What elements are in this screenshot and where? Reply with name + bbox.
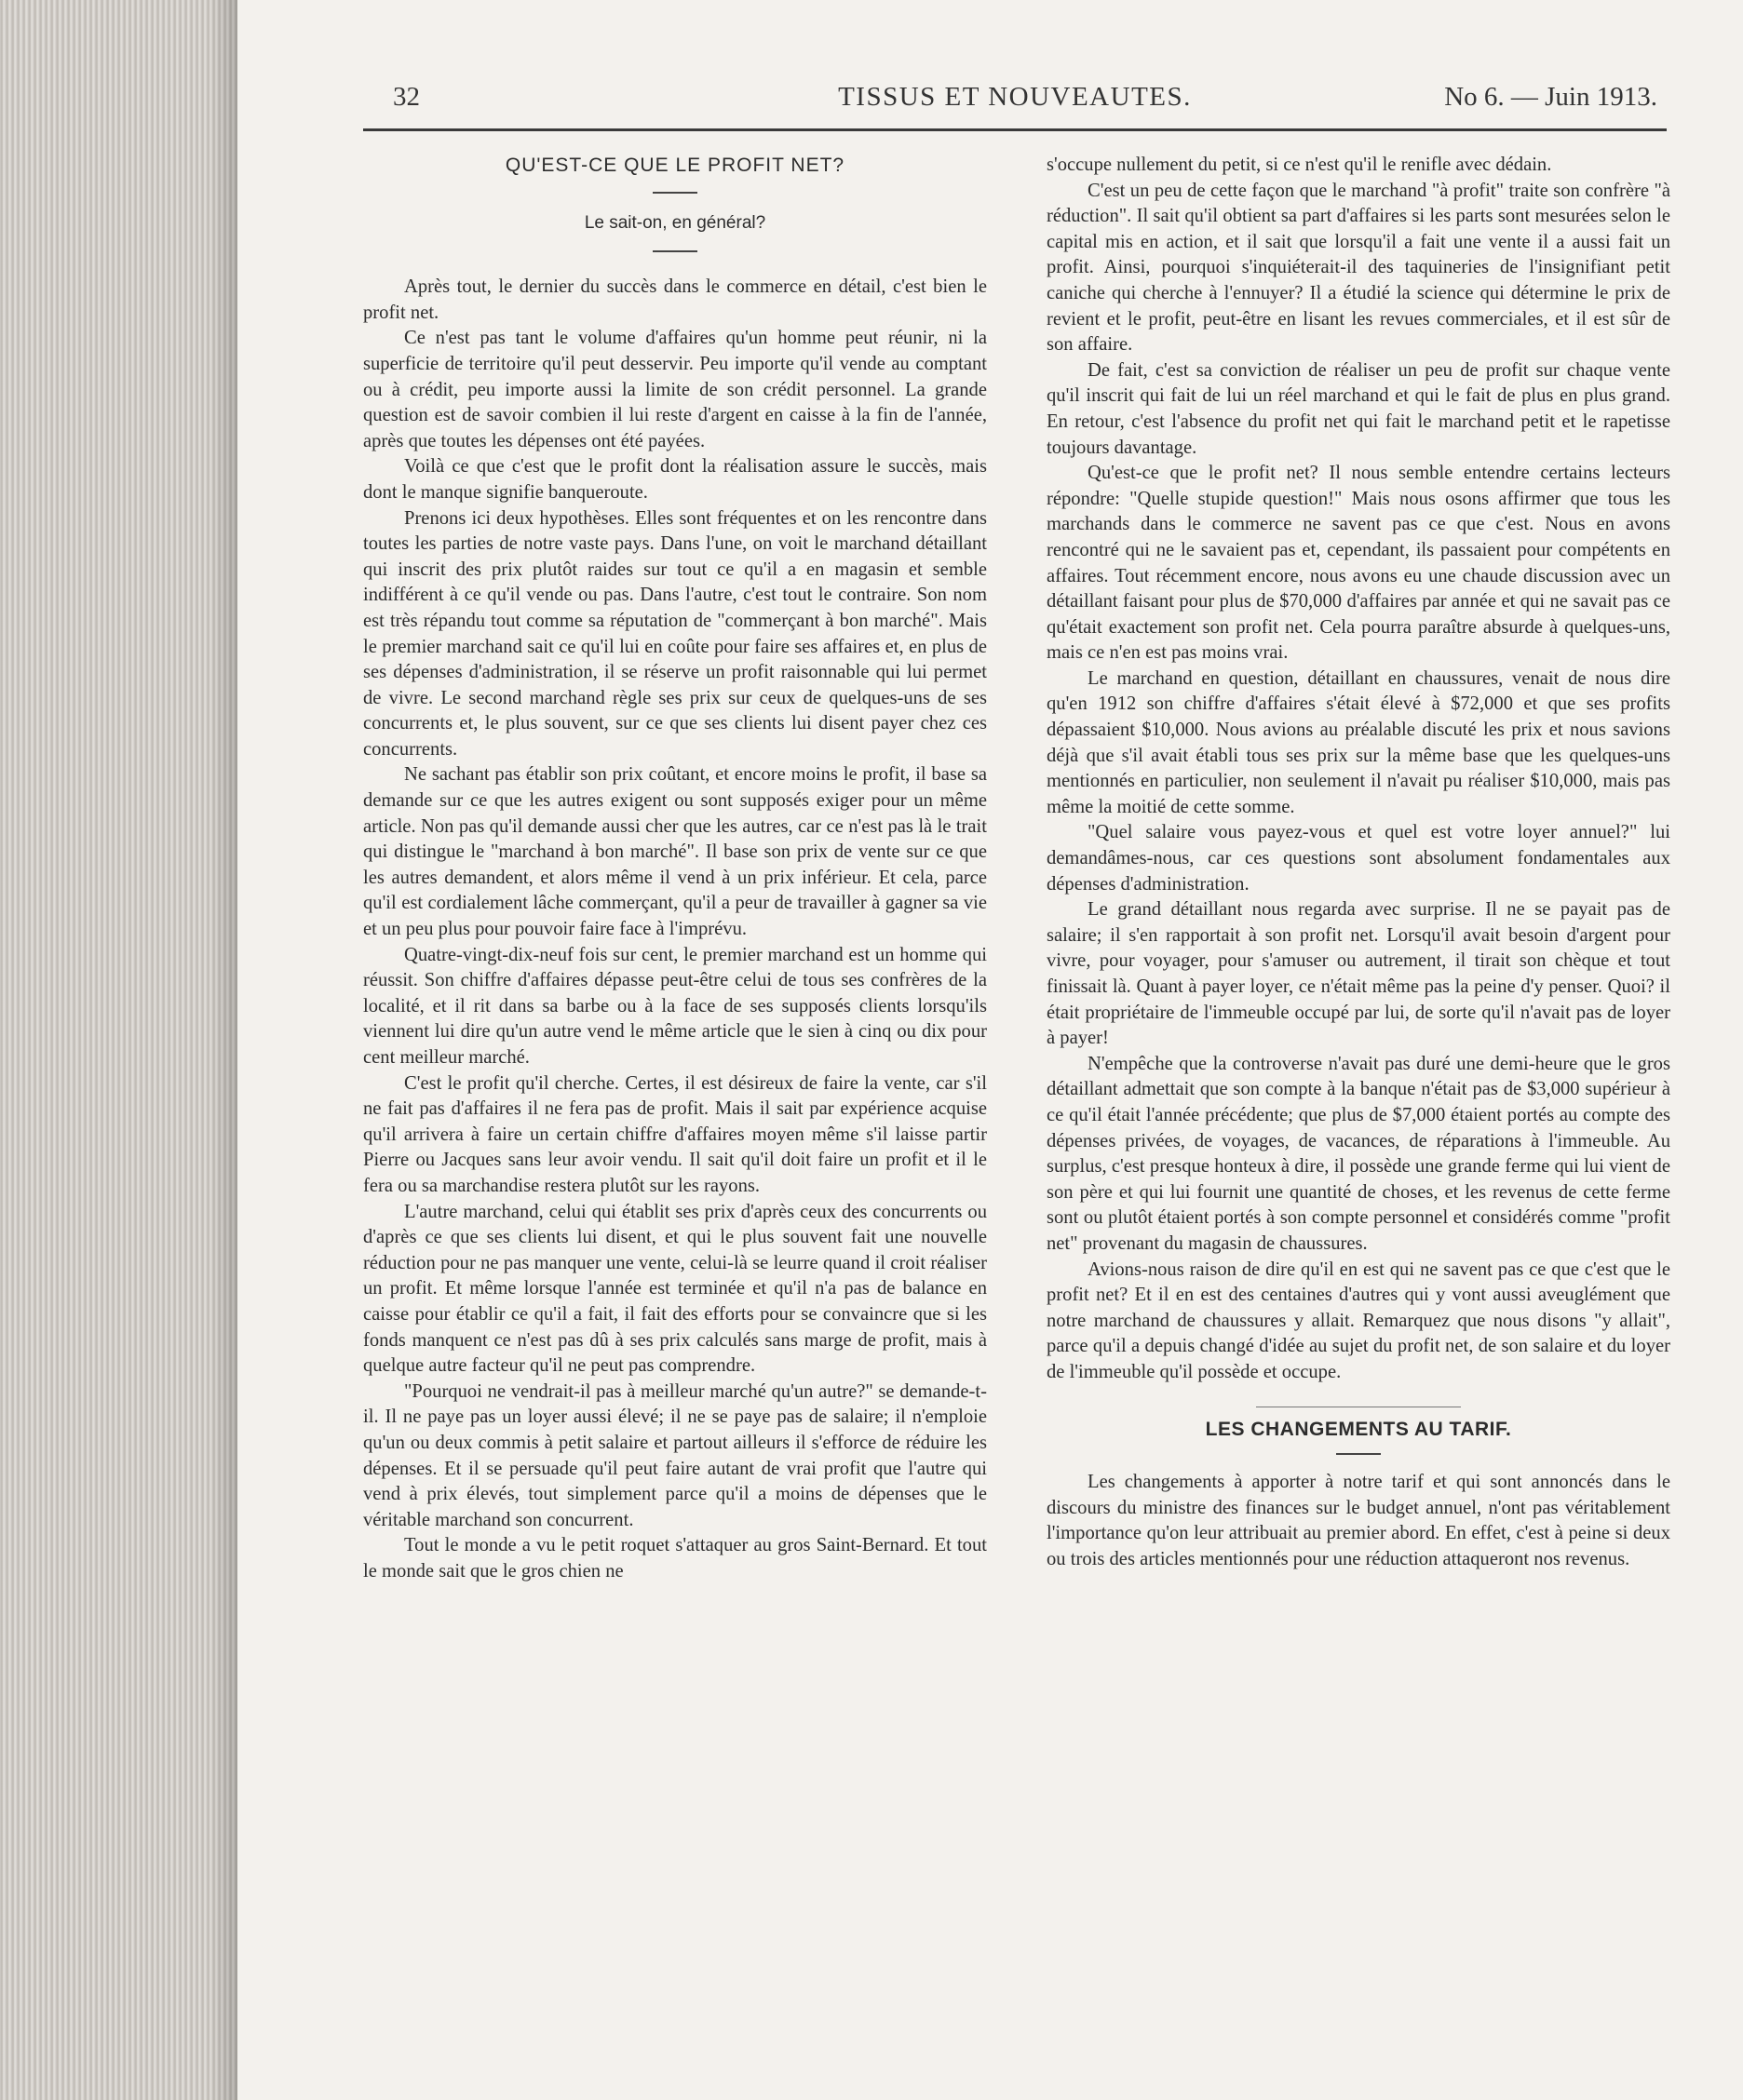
article-subtitle: Le sait-on, en général?: [584, 212, 766, 233]
paragraph: Les changements à apporter à notre tarif et qui sont annoncés dans le discours du ministre des finances sur le budget annuel, n'ont pas véritablement l'importance qu'on leur attribuait au premier abord. En effet, c'est à peine si deux ou trois des articles mentionnés pour une réduction attaqueront nos revenus.: [1047, 1472, 1670, 1569]
paragraph: Le marchand en question, détaillant en chaussures, venait de nous dire qu'en 1912 son chiffre d'affaires s'était élevé à $72,000 et que ses profits dépassaient $10,000. Nous avions au préalable discuté les prix et nous savions déjà que s'il avait établi tous ses prix sur la même base que les quelques-uns mentionnés en particulier, non seulement il n'avait pu réaliser $10,000, mais pas même la moitié de cette somme.: [1047, 667, 1670, 817]
paragraph: "Quel salaire vous payez-vous et quel est votre loyer annuel?" lui demandâmes-nous, car ces questions sont absolument fondamentales aux dépenses d'administration.: [1047, 822, 1670, 895]
page-number: 32: [393, 82, 420, 112]
paragraph: N'empêche que la controverse n'avait pas duré une demi-heure que le gros détaillant admettait que son compte à la banque n'était pas de $3,000 supérieur à ce qu'il était l'année précédente; que plus de $7,000 étaient portés au compte des dépenses privées, de voyages, de vacances, de réparations à l'immeuble. Au surplus, c'est presque honteux à dire, il possède une grande ferme qui lui vient de son père et qui lui fournit une quantité de choses, et les revenus de cette ferme sont ou plutôt étaient portés à son compte personnel et considérés comme "profit net" provenant du magasin de chaussures.: [1047, 1053, 1670, 1254]
paragraph: De fait, c'est sa conviction de réaliser un peu de profit sur chaque vente qu'il inscrit qui fait de lui un réel marchand et qui le fait de plus en plus grand. En retour, c'est l'absence du profit net qui fait le marchand petit et le rapetisse toujours davantage.: [1047, 359, 1670, 458]
paragraph: Le grand détaillant nous regarda avec surprise. Il ne se payait pas de salaire; il s'en rapportait à son profit net. Lorsqu'il avait besoin d'argent pour vivre, pour voyager, pour s'amuser ou autrement, il tirait son chèque et tout finissait là. Quant à payer loyer, ce n'était même pas la peine d'y penser. Quoi? il était propriétaire de l'immeuble occupé par lui, de sorte qu'il n'avait pas de loyer à payer!: [1047, 899, 1670, 1049]
paragraph: "Pourquoi ne vendrait-il pas à meilleur marché qu'un autre?" se demande-t-il. Il ne paye pas un loyer aussi élevé; il ne se paye pas de salaire; il n'emploie qu'un ou deux commis à petit salaire et partout ailleurs il s'efforce de réduire les dépenses. Et il se persuade qu'il peut faire autant de vrai profit que l'autre qui vend à prix élevés, tout simplement parce qu'il a moins de dépenses que le véritable marchand son concurrent.: [363, 1380, 987, 1530]
paragraph: Ne sachant pas établir son prix coûtant, et encore moins le profit, il base sa demande sur ce que les autres exigent ou sont supposés exiger pour un même article. Non pas qu'il demande aussi cher que les autres, car ce n'est pas là le trait qui distingue le "marchand à bon marché". Il base son prix de vente sur ce que les autres demandent, et alors même il vend à un prix inférieur. Et cela, parce qu'il est cordialement lâche commerçant, qu'il a peur de travailler à gagner sa vie et un peu plus pour pouvoir faire face à l'imprévu.: [363, 764, 987, 940]
tariff-title-divider: [1336, 1453, 1381, 1455]
page-edges-stack: [0, 0, 237, 2100]
journal-title: TISSUS ET NOUVEAUTES.: [838, 82, 1192, 112]
running-header: [363, 82, 1667, 125]
article-title: QU'EST-CE QUE LE PROFIT NET?: [505, 155, 845, 176]
title-divider: [653, 192, 697, 194]
paragraph: Prenons ici deux hypothèses. Elles sont fréquentes et on les rencontre dans toutes les parties de notre vaste pays. Dans l'une, on voit le marchand détaillant qui inscrit des prix plutôt raides sur tout ce qu'il a en magasin et semble indifférent à ce qu'il vende ou pas. Dans l'autre, c'est tout le contraire. Son nom est très répandu tout comme sa réputation de "commerçant à bon marché". Mais le premier marchand sait ce qu'il lui en coûte pour faire ses affaires et, en plus de ses dépenses d'administration, il se réserve un profit raisonnable qui lui permet de vivre. Le second marchand règle ses prix sur ceux de quelques-uns de ses concurrents et, le plus souvent, sur ce que ses clients lui disent payer chez ces concurrents.: [363, 507, 987, 760]
tariff-body: [1047, 1470, 1670, 1572]
paragraph: Ce n'est pas tant le volume d'affaires qu'un homme peut réunir, ni la superficie de territoire qu'il peut desservir. Peu importe qu'il vende au comptant ou à crédit, peu importe aussi la limite de son crédit personnel. La grande question est de savoir combien il lui reste d'argent en caisse à la fin de l'année, après que toutes les dépenses ont été payées.: [363, 328, 987, 451]
continued-paragraph: s'occupe nullement du petit, si ce n'est qu'il le renifle avec dédain.: [1047, 155, 1552, 175]
issue-info: No 6. — Juin 1913.: [1444, 82, 1657, 112]
paragraph: C'est le profit qu'il cherche. Certes, il est désireux de faire la vente, car s'il ne fait pas d'affaires il ne fera pas de profit. Mais il sait par expérience acquise qu'il arrivera à faire un certain chiffre d'affaires moyen même s'il laisse partir Pierre ou Jacques sans leur avoir vendu. Il sait qu'il doit faire un profit et il le fera ou sa marchandise restera plutôt sur les rayons.: [363, 1072, 987, 1196]
paragraph: Avions-nous raison de dire qu'il en est qui ne savent pas ce que c'est que le profit net? Et il en est des centaines d'autres qui y vont aussi aveuglément que notre marchand de chaussures y allait. Remarquez que nous disons "y allait", parce qu'il a depuis changé d'idée au sujet du profit net, de son salaire et du loyer de l'immeuble qu'il possède et occupe.: [1047, 1259, 1670, 1382]
right-body: [1047, 179, 1670, 1386]
paragraph: Qu'est-ce que le profit net? Il nous semble entendre certains lecteurs répondre: "Quelle stupide question!" Mais nous osons affirmer que tous les marchands dans le commerce ne savent pas ce que c'est. Nous en avons rencontré qui ne le savaient pas et, cependant, ils passaient pour compétents en affaires. Tout récemment encore, nous avons eu une chaude discussion avec un détaillant faisant pour plus de $70,000 d'affaires par année et qui ne savait pas ce qu'était exactement son profit net. Cela pourra paraître absurde à quelques-uns, mais ce n'en est pas moins vrai.: [1047, 463, 1670, 664]
left-body: [363, 275, 987, 1584]
paragraph: C'est un peu de cette façon que le marchand "à profit" traite son confrère "à réduction". Il sait qu'il obtient sa part d'affaires si les parts sont mesurées selon le capital mis en action, et il sait que lorsqu'il a fait une vente il a aussi fait un profit. Ainsi, pourquoi s'inquiéterait-il des taquineries de l'insignifiant petit caniche qui cherche à l'ennuyer? Il a étudié la science qui détermine le prix de revient et le profit, peut-être en lisant les revues commerciales, et il est sûr de son affaire.: [1047, 180, 1670, 356]
paragraph: Après tout, le dernier du succès dans le commerce en détail, c'est bien le profit net.: [363, 276, 987, 323]
paragraph: Tout le monde a vu le petit roquet s'attaquer au gros Saint-Bernard. Et tout le monde sait que le gros chien ne: [363, 1535, 987, 1582]
paragraph: L'autre marchand, celui qui établit ses prix d'après ceux des concurrents ou d'après ce que ses clients lui disent, et qui le plus souvent fait une nouvelle réduction pour ne pas manquer une vente, celui-là se leurre quand il croit réaliser un profit. Et même lorsque l'année est terminée et qu'il n'a pas de balance en caisse pour établir ce qu'il a fait, il fait des efforts pour se convaincre que si les fonds manquent ce n'est pas dû à ses prix calculés sans marge de profit, mais à quelque autre facteur qu'il ne peut pas comprendre.: [363, 1201, 987, 1377]
tariff-article-title: LES CHANGEMENTS AU TARIF.: [1205, 1418, 1512, 1440]
subtitle-divider: [653, 250, 697, 252]
header-rule: [363, 128, 1667, 131]
paragraph: Voilà ce que c'est que le profit dont la réalisation assure le succès, mais dont le manque signifie banqueroute.: [363, 456, 987, 503]
left-column: [363, 140, 987, 1584]
right-column: [1047, 140, 1670, 1572]
paragraph: Quatre-vingt-dix-neuf fois sur cent, le premier marchand est un homme qui réussit. Son chiffre d'affaires dépasse peut-être celui de tous ses confrères de la localité, et il rit dans sa barbe ou à la face de ses supposés clients lorsqu'ils viennent lui dire qu'un autre vend le même article que le sien à cinq ou dix pour cent meilleur marché.: [363, 944, 987, 1068]
